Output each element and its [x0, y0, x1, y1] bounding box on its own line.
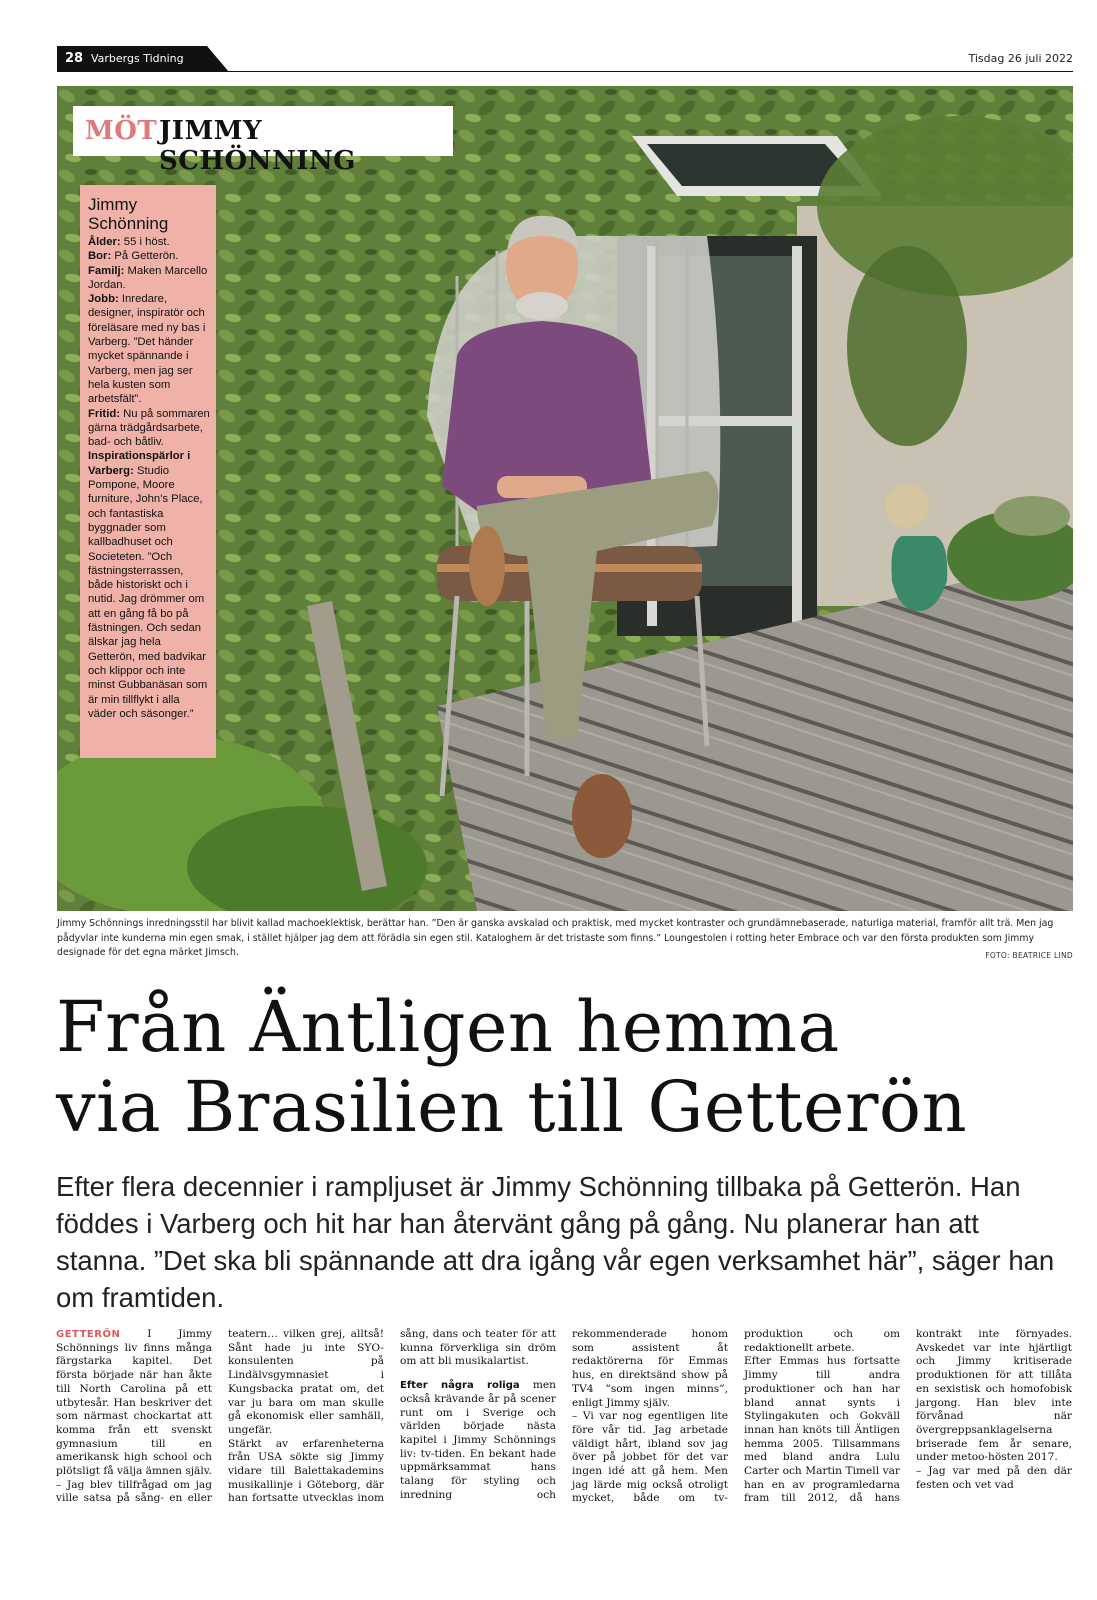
fact-label: Ålder:	[88, 236, 121, 248]
fact-text: 55 i höst.	[123, 236, 170, 248]
photo-caption: Jimmy Schönnings inredningsstil har blivit kallad machoeklektisk, berättar han. ”Den är ganska avskalad och praktisk, med mycket kontraster och grundämnebaserade, naturliga material, framför allt trä. Men jag pådyvlar inte kunderna min egen smak, i stället hjälper jag dem att förädla sin egen stil. Kataloghem är det tristaste som finns.” Loungestolen i rotting heter Embrace och var den första produkten som Jimmy designade för det egna märket Jimsch.	[57, 918, 1054, 959]
paragraph: – Vi var nog egentligen lite före vår tid. Jag arbetade väldigt hårt, ibland sov jag över på jobbet för det var ingen idé att gå hem. Men jag lärde mig också otroligt mycket, både om tv-produktion och om redaktionellt arbete.	[572, 1328, 900, 1505]
fact-row-age	[88, 235, 210, 249]
paragraph	[56, 1328, 212, 1479]
paragraph: Stärkt av erfarenheterna från USA sökte sig Jimmy vidare till Balettakademins musikallinje i Göteborg, där han fortsatte utvecklas inom sång, dans och teater för att kunna förverkliga sin dröm om att bli musikalartist.	[228, 1328, 556, 1505]
page-tab	[57, 46, 207, 72]
paragraph: Efter Emmas hus fortsatte Jimmy till andra produktioner och han har bland annat synts i Stylingakuten och Gokväll innan han knöts till Äntligen hemma 2005. Tillsammans med bland andra Lulu Carter och Martin Timell var han en av programledarna fram till 2012, då hans kontrakt inte förnyades. Avskedet var inte hjärtligt och Jimmy kritiserade produktionen för att tillåta en sexistisk och homofobisk jargong. Han blev inte förvånad när övergreppsanklagelserna briserade fem år senare, under metoo-hösten 2017.	[744, 1328, 1072, 1505]
header-rule	[207, 71, 1073, 72]
fact-label: Inspirationspärlor i Varberg:	[88, 450, 191, 477]
page-header	[57, 46, 1073, 72]
photo-title-box	[73, 106, 453, 176]
paragraph-text: I Jimmy Schönnings liv finns många färgstarka kapitel. Det första började när han åkte till North Carolina på ett utbytesår. Han beskriver det som närmast chockartat att komma från ett svenskt gymnasium till en amerikansk high school och plötsligt få välja ämnen själv.	[56, 1328, 213, 1478]
paragraph-text: men också krävande år på scener runt om i Sverige och världen började nästa kapitel i Jimmy Schönnings liv: tv-tiden. En bekant hade uppmärksammat hans talang för styling och inredning och rekommenderade honom som assistent åt redaktörerna för Emmas hus, en direktsänd show på TV4 ”som ingen minns”, enligt Jimmy själv.	[400, 1328, 728, 1501]
headline	[56, 987, 1086, 1147]
subhead: Efter några roliga	[400, 1380, 520, 1392]
headline-line-2: via Brasilien till Getterön	[56, 1066, 968, 1148]
fact-row-family	[88, 264, 210, 293]
photo-credit: FOTO: BEATRICE LIND	[985, 951, 1073, 960]
fact-row-inspiration	[88, 449, 210, 721]
fact-text: Maken Marcello Jordan.	[88, 264, 208, 291]
title-name: JIMMY SCHÖNNING	[159, 116, 356, 176]
dateline: GETTERÖN	[56, 1329, 121, 1340]
paragraph: – Jag blev tillfrågad om jag ville satsa på sång- en eller teatern… vilken grej, alltså! Sånt hade ju inte SYO-konsulenten på Lindälvsgymnasiet i Kungsbacka pratat om, det var ju bara om man skulle gå ekonomisk eller samhäll, ungefär.	[56, 1328, 384, 1505]
paragraph: – Jag var med på den där festen och vet vad	[916, 1465, 1072, 1491]
fact-text: På Getterön.	[114, 250, 179, 263]
fact-label: Fritid:	[88, 407, 120, 420]
fact-box-name: Jimmy Schönning	[88, 195, 169, 233]
fact-text: Inredare, designer, inspiratör och föreläsare med ny bas i Varberg. ”Det händer mycket spännande i Varberg, men jag ser hela kusten som arbetsfält”.	[88, 293, 206, 406]
paper-name: Varbergs Tidning	[91, 52, 184, 65]
fact-row-job	[88, 292, 210, 406]
fact-label: Bor:	[88, 250, 112, 263]
headline-line-1: Från Äntligen hemma	[56, 986, 840, 1068]
fact-row-home	[88, 249, 210, 263]
title-kicker: MÖT	[85, 116, 158, 146]
fact-row-leisure	[88, 407, 210, 450]
page-number: 28	[65, 51, 84, 66]
fact-box	[80, 185, 216, 758]
fact-text: Nu på sommaren gärna trädgårdsarbete, bad- och båtliv.	[88, 407, 210, 449]
fact-label: Familj:	[88, 264, 125, 277]
fact-text: Studio Pompone, Moore furniture, John's Place, och fantastiska byggnader som kallbadhuset och Societeten. ”Och fästningsterrassen, både historiskt och i nutid. Jag drömmer om att en gång få bo på fästningen. Och sedan älskar jag hela Getterön, med badvikar och klippor och inte minst Gubbanäsan som är min tillflykt i alla väder och säsonger.”	[88, 464, 208, 720]
ingress: Efter flera decennier i rampljuset är Jimmy Schönning tillbaka på Getterön. Han föddes i Varberg och hit har han återvänt gång på gång. Nu planerar han att stanna. ”Det ska bli spännande att dra igång vår egen verksamhet här”, säger han om framtiden.	[56, 1171, 1055, 1313]
fact-label: Jobb:	[88, 293, 119, 306]
article-body	[56, 1328, 1072, 1518]
issue-date: Tisdag 26 juli 2022	[968, 52, 1073, 65]
